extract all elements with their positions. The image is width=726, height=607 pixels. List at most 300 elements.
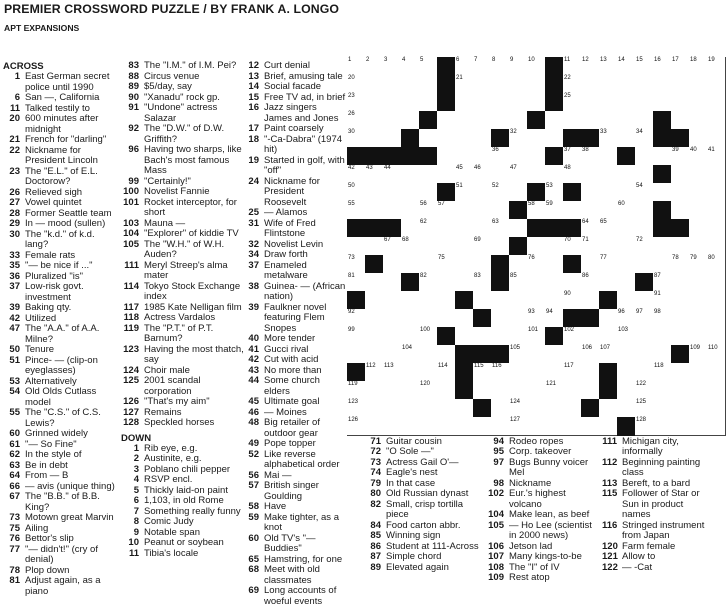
grid-cell[interactable]: [689, 219, 708, 238]
grid-cell[interactable]: [635, 75, 654, 94]
grid-cell[interactable]: [437, 345, 456, 364]
grid-cell[interactable]: [635, 417, 654, 436]
grid-cell[interactable]: [473, 255, 492, 274]
grid-cell[interactable]: [455, 255, 474, 274]
grid-cell[interactable]: [599, 111, 618, 130]
grid-cell[interactable]: [563, 363, 582, 382]
grid-cell[interactable]: [599, 255, 618, 274]
grid-cell[interactable]: [401, 417, 420, 436]
grid-cell[interactable]: [617, 93, 636, 112]
grid-cell[interactable]: [707, 111, 726, 130]
grid-cell[interactable]: [581, 255, 600, 274]
grid-cell[interactable]: [671, 201, 690, 220]
grid-cell[interactable]: [599, 417, 618, 436]
grid-cell[interactable]: [419, 75, 438, 94]
grid-cell[interactable]: [635, 165, 654, 184]
grid-cell[interactable]: [653, 345, 672, 364]
grid-cell[interactable]: [563, 417, 582, 436]
grid-cell[interactable]: [671, 291, 690, 310]
grid-cell[interactable]: [437, 309, 456, 328]
grid-cell[interactable]: [599, 165, 618, 184]
grid-cell[interactable]: [635, 201, 654, 220]
grid-cell[interactable]: [707, 417, 726, 436]
grid-cell[interactable]: [671, 57, 690, 76]
grid-cell[interactable]: [671, 363, 690, 382]
grid-cell[interactable]: [455, 165, 474, 184]
grid-cell[interactable]: [419, 327, 438, 346]
grid-cell[interactable]: [527, 255, 546, 274]
grid-cell[interactable]: [707, 147, 726, 166]
grid-cell[interactable]: [491, 237, 510, 256]
grid-cell[interactable]: [707, 93, 726, 112]
grid-cell[interactable]: [671, 381, 690, 400]
grid-cell[interactable]: [617, 363, 636, 382]
grid-cell[interactable]: [653, 237, 672, 256]
grid-cell[interactable]: [581, 201, 600, 220]
grid-cell[interactable]: [707, 219, 726, 238]
grid-cell[interactable]: [383, 291, 402, 310]
grid-cell[interactable]: [671, 183, 690, 202]
grid-cell[interactable]: [401, 75, 420, 94]
grid-cell[interactable]: [419, 183, 438, 202]
grid-cell[interactable]: [617, 291, 636, 310]
grid-cell[interactable]: [653, 399, 672, 418]
grid-cell[interactable]: [545, 237, 564, 256]
grid-cell[interactable]: [689, 93, 708, 112]
grid-cell[interactable]: [689, 327, 708, 346]
grid-cell[interactable]: [347, 237, 366, 256]
grid-cell[interactable]: [617, 309, 636, 328]
grid-cell[interactable]: [365, 93, 384, 112]
grid-cell[interactable]: [419, 255, 438, 274]
grid-cell[interactable]: [491, 75, 510, 94]
grid-cell[interactable]: [383, 399, 402, 418]
grid-cell[interactable]: [689, 183, 708, 202]
grid-cell[interactable]: [401, 219, 420, 238]
grid-cell[interactable]: [581, 381, 600, 400]
grid-cell[interactable]: [527, 237, 546, 256]
grid-cell[interactable]: [419, 219, 438, 238]
grid-cell[interactable]: [635, 255, 654, 274]
grid-cell[interactable]: [545, 363, 564, 382]
grid-cell[interactable]: [509, 381, 528, 400]
grid-cell[interactable]: [599, 399, 618, 418]
grid-cell[interactable]: [617, 381, 636, 400]
grid-cell[interactable]: [707, 399, 726, 418]
grid-cell[interactable]: [383, 363, 402, 382]
grid-cell[interactable]: [347, 399, 366, 418]
grid-cell[interactable]: [599, 345, 618, 364]
grid-cell[interactable]: [347, 75, 366, 94]
grid-cell[interactable]: [545, 345, 564, 364]
grid-cell[interactable]: [581, 345, 600, 364]
grid-cell[interactable]: [347, 111, 366, 130]
grid-cell[interactable]: [635, 183, 654, 202]
grid-cell[interactable]: [419, 345, 438, 364]
grid-cell[interactable]: [455, 75, 474, 94]
grid-cell[interactable]: [581, 363, 600, 382]
grid-cell[interactable]: [635, 363, 654, 382]
grid-cell[interactable]: [689, 309, 708, 328]
grid-cell[interactable]: [383, 309, 402, 328]
grid-cell[interactable]: [365, 201, 384, 220]
grid-cell[interactable]: [527, 309, 546, 328]
grid-cell[interactable]: [689, 273, 708, 292]
grid-cell[interactable]: [419, 417, 438, 436]
grid-cell[interactable]: [455, 129, 474, 148]
grid-cell[interactable]: [671, 273, 690, 292]
grid-cell[interactable]: [365, 417, 384, 436]
grid-cell[interactable]: [347, 327, 366, 346]
grid-cell[interactable]: [563, 399, 582, 418]
grid-cell[interactable]: [455, 183, 474, 202]
grid-cell[interactable]: [617, 345, 636, 364]
grid-cell[interactable]: [473, 75, 492, 94]
grid-cell[interactable]: [473, 147, 492, 166]
grid-cell[interactable]: [473, 219, 492, 238]
grid-cell[interactable]: [689, 111, 708, 130]
grid-cell[interactable]: [491, 201, 510, 220]
grid-cell[interactable]: [365, 363, 384, 382]
grid-cell[interactable]: [653, 255, 672, 274]
grid-cell[interactable]: [401, 111, 420, 130]
grid-cell[interactable]: [599, 327, 618, 346]
grid-cell[interactable]: [491, 165, 510, 184]
grid-cell[interactable]: [689, 201, 708, 220]
grid-cell[interactable]: [455, 111, 474, 130]
grid-cell[interactable]: [689, 237, 708, 256]
grid-cell[interactable]: [635, 381, 654, 400]
grid-cell[interactable]: [419, 273, 438, 292]
grid-cell[interactable]: [707, 57, 726, 76]
grid-cell[interactable]: [617, 219, 636, 238]
grid-cell[interactable]: [509, 219, 528, 238]
grid-cell[interactable]: [635, 399, 654, 418]
grid-cell[interactable]: [563, 201, 582, 220]
grid-cell[interactable]: [509, 327, 528, 346]
grid-cell[interactable]: [617, 201, 636, 220]
grid-cell[interactable]: [689, 129, 708, 148]
grid-cell[interactable]: [419, 165, 438, 184]
grid-cell[interactable]: [455, 399, 474, 418]
grid-cell[interactable]: [347, 129, 366, 148]
grid-cell[interactable]: [419, 201, 438, 220]
grid-cell[interactable]: [707, 291, 726, 310]
grid-cell[interactable]: [563, 93, 582, 112]
grid-cell[interactable]: [527, 165, 546, 184]
grid-cell[interactable]: [473, 201, 492, 220]
grid-cell[interactable]: [581, 165, 600, 184]
grid-cell[interactable]: [563, 273, 582, 292]
grid-cell[interactable]: [437, 111, 456, 130]
grid-cell[interactable]: [617, 255, 636, 274]
grid-cell[interactable]: [689, 147, 708, 166]
grid-cell[interactable]: [689, 165, 708, 184]
grid-cell[interactable]: [437, 399, 456, 418]
grid-cell[interactable]: [707, 327, 726, 346]
grid-cell[interactable]: [617, 273, 636, 292]
grid-cell[interactable]: [473, 273, 492, 292]
grid-cell[interactable]: [509, 147, 528, 166]
grid-cell[interactable]: [563, 111, 582, 130]
grid-cell[interactable]: [707, 183, 726, 202]
grid-cell[interactable]: [599, 75, 618, 94]
grid-cell[interactable]: [473, 129, 492, 148]
grid-cell[interactable]: [527, 93, 546, 112]
grid-cell[interactable]: [455, 147, 474, 166]
grid-cell[interactable]: [581, 183, 600, 202]
grid-cell[interactable]: [635, 93, 654, 112]
grid-cell[interactable]: [563, 345, 582, 364]
grid-cell[interactable]: [437, 237, 456, 256]
grid-cell[interactable]: [491, 399, 510, 418]
grid-cell[interactable]: [455, 201, 474, 220]
grid-cell[interactable]: [671, 255, 690, 274]
grid-cell[interactable]: [653, 57, 672, 76]
grid-cell[interactable]: [491, 57, 510, 76]
grid-cell[interactable]: [383, 57, 402, 76]
grid-cell[interactable]: [653, 381, 672, 400]
grid-cell[interactable]: [707, 165, 726, 184]
grid-cell[interactable]: [653, 75, 672, 94]
grid-cell[interactable]: [401, 381, 420, 400]
grid-cell[interactable]: [401, 255, 420, 274]
grid-cell[interactable]: [419, 129, 438, 148]
grid-cell[interactable]: [707, 345, 726, 364]
grid-cell[interactable]: [473, 363, 492, 382]
grid-cell[interactable]: [599, 201, 618, 220]
grid-cell[interactable]: [689, 363, 708, 382]
grid-cell[interactable]: [365, 345, 384, 364]
grid-cell[interactable]: [347, 273, 366, 292]
grid-cell[interactable]: [707, 363, 726, 382]
grid-cell[interactable]: [581, 291, 600, 310]
grid-cell[interactable]: [365, 165, 384, 184]
grid-cell[interactable]: [437, 147, 456, 166]
grid-cell[interactable]: [473, 237, 492, 256]
grid-cell[interactable]: [581, 111, 600, 130]
grid-cell[interactable]: [401, 291, 420, 310]
grid-cell[interactable]: [617, 237, 636, 256]
grid-cell[interactable]: [599, 273, 618, 292]
grid-cell[interactable]: [581, 219, 600, 238]
grid-cell[interactable]: [509, 363, 528, 382]
grid-cell[interactable]: [401, 237, 420, 256]
grid-cell[interactable]: [617, 111, 636, 130]
grid-cell[interactable]: [509, 417, 528, 436]
grid-cell[interactable]: [455, 219, 474, 238]
grid-cell[interactable]: [437, 291, 456, 310]
grid-cell[interactable]: [383, 417, 402, 436]
grid-cell[interactable]: [419, 93, 438, 112]
grid-cell[interactable]: [653, 309, 672, 328]
grid-cell[interactable]: [563, 57, 582, 76]
grid-cell[interactable]: [383, 111, 402, 130]
grid-cell[interactable]: [635, 147, 654, 166]
grid-cell[interactable]: [473, 93, 492, 112]
grid-cell[interactable]: [653, 363, 672, 382]
grid-cell[interactable]: [545, 201, 564, 220]
grid-cell[interactable]: [707, 75, 726, 94]
grid-cell[interactable]: [635, 111, 654, 130]
grid-cell[interactable]: [419, 57, 438, 76]
grid-cell[interactable]: [635, 345, 654, 364]
grid-cell[interactable]: [635, 291, 654, 310]
grid-cell[interactable]: [671, 399, 690, 418]
grid-cell[interactable]: [455, 327, 474, 346]
grid-cell[interactable]: [473, 381, 492, 400]
grid-cell[interactable]: [347, 309, 366, 328]
grid-cell[interactable]: [491, 363, 510, 382]
grid-cell[interactable]: [599, 93, 618, 112]
grid-cell[interactable]: [401, 363, 420, 382]
grid-cell[interactable]: [491, 147, 510, 166]
grid-cell[interactable]: [545, 399, 564, 418]
grid-cell[interactable]: [581, 327, 600, 346]
grid-cell[interactable]: [707, 309, 726, 328]
grid-cell[interactable]: [347, 381, 366, 400]
grid-cell[interactable]: [545, 111, 564, 130]
grid-cell[interactable]: [365, 111, 384, 130]
grid-cell[interactable]: [509, 273, 528, 292]
grid-cell[interactable]: [437, 363, 456, 382]
grid-cell[interactable]: [527, 147, 546, 166]
grid-cell[interactable]: [455, 309, 474, 328]
grid-cell[interactable]: [599, 147, 618, 166]
grid-cell[interactable]: [455, 273, 474, 292]
grid-cell[interactable]: [635, 57, 654, 76]
grid-cell[interactable]: [491, 93, 510, 112]
grid-cell[interactable]: [347, 165, 366, 184]
grid-cell[interactable]: [491, 183, 510, 202]
grid-cell[interactable]: [599, 57, 618, 76]
grid-cell[interactable]: [509, 111, 528, 130]
grid-cell[interactable]: [509, 93, 528, 112]
grid-cell[interactable]: [653, 417, 672, 436]
grid-cell[interactable]: [653, 183, 672, 202]
grid-cell[interactable]: [545, 309, 564, 328]
grid-cell[interactable]: [383, 165, 402, 184]
grid-cell[interactable]: [563, 327, 582, 346]
grid-cell[interactable]: [707, 381, 726, 400]
grid-cell[interactable]: [635, 237, 654, 256]
grid-cell[interactable]: [527, 273, 546, 292]
grid-cell[interactable]: [473, 291, 492, 310]
grid-cell[interactable]: [437, 129, 456, 148]
grid-cell[interactable]: [509, 255, 528, 274]
grid-cell[interactable]: [455, 417, 474, 436]
grid-cell[interactable]: [707, 129, 726, 148]
grid-cell[interactable]: [347, 255, 366, 274]
grid-cell[interactable]: [653, 327, 672, 346]
grid-cell[interactable]: [599, 219, 618, 238]
grid-cell[interactable]: [365, 129, 384, 148]
grid-cell[interactable]: [563, 291, 582, 310]
grid-cell[interactable]: [581, 147, 600, 166]
grid-cell[interactable]: [365, 399, 384, 418]
grid-cell[interactable]: [527, 201, 546, 220]
grid-cell[interactable]: [401, 57, 420, 76]
grid-cell[interactable]: [419, 237, 438, 256]
grid-cell[interactable]: [437, 219, 456, 238]
grid-cell[interactable]: [545, 183, 564, 202]
grid-cell[interactable]: [599, 309, 618, 328]
grid-cell[interactable]: [383, 381, 402, 400]
grid-cell[interactable]: [491, 417, 510, 436]
grid-cell[interactable]: [437, 165, 456, 184]
grid-cell[interactable]: [437, 273, 456, 292]
grid-cell[interactable]: [527, 291, 546, 310]
grid-cell[interactable]: [509, 399, 528, 418]
grid-cell[interactable]: [689, 417, 708, 436]
grid-cell[interactable]: [671, 237, 690, 256]
grid-cell[interactable]: [365, 273, 384, 292]
grid-cell[interactable]: [491, 309, 510, 328]
grid-cell[interactable]: [689, 291, 708, 310]
grid-cell[interactable]: [635, 219, 654, 238]
grid-cell[interactable]: [419, 399, 438, 418]
grid-cell[interactable]: [653, 291, 672, 310]
grid-cell[interactable]: [707, 201, 726, 220]
grid-cell[interactable]: [347, 93, 366, 112]
grid-cell[interactable]: [563, 75, 582, 94]
grid-cell[interactable]: [365, 75, 384, 94]
grid-cell[interactable]: [383, 345, 402, 364]
grid-cell[interactable]: [671, 147, 690, 166]
grid-cell[interactable]: [635, 309, 654, 328]
grid-cell[interactable]: [581, 273, 600, 292]
grid-cell[interactable]: [365, 381, 384, 400]
grid-cell[interactable]: [401, 399, 420, 418]
grid-cell[interactable]: [365, 291, 384, 310]
grid-cell[interactable]: [365, 237, 384, 256]
grid-cell[interactable]: [599, 129, 618, 148]
grid-cell[interactable]: [509, 291, 528, 310]
grid-cell[interactable]: [527, 399, 546, 418]
grid-cell[interactable]: [635, 129, 654, 148]
grid-cell[interactable]: [419, 309, 438, 328]
grid-cell[interactable]: [707, 237, 726, 256]
grid-cell[interactable]: [455, 57, 474, 76]
grid-cell[interactable]: [365, 57, 384, 76]
grid-cell[interactable]: [707, 273, 726, 292]
grid-cell[interactable]: [545, 255, 564, 274]
grid-cell[interactable]: [491, 111, 510, 130]
grid-cell[interactable]: [563, 381, 582, 400]
grid-cell[interactable]: [617, 75, 636, 94]
grid-cell[interactable]: [527, 75, 546, 94]
grid-cell[interactable]: [671, 165, 690, 184]
grid-cell[interactable]: [689, 345, 708, 364]
grid-cell[interactable]: [383, 75, 402, 94]
grid-cell[interactable]: [671, 75, 690, 94]
grid-cell[interactable]: [473, 183, 492, 202]
grid-cell[interactable]: [581, 57, 600, 76]
grid-cell[interactable]: [491, 291, 510, 310]
grid-cell[interactable]: [383, 129, 402, 148]
grid-cell[interactable]: [545, 381, 564, 400]
grid-cell[interactable]: [491, 327, 510, 346]
grid-cell[interactable]: [419, 381, 438, 400]
grid-cell[interactable]: [545, 273, 564, 292]
grid-cell[interactable]: [671, 417, 690, 436]
grid-cell[interactable]: [563, 165, 582, 184]
grid-cell[interactable]: [437, 255, 456, 274]
grid-cell[interactable]: [689, 399, 708, 418]
grid-cell[interactable]: [509, 57, 528, 76]
grid-cell[interactable]: [635, 327, 654, 346]
grid-cell[interactable]: [545, 417, 564, 436]
